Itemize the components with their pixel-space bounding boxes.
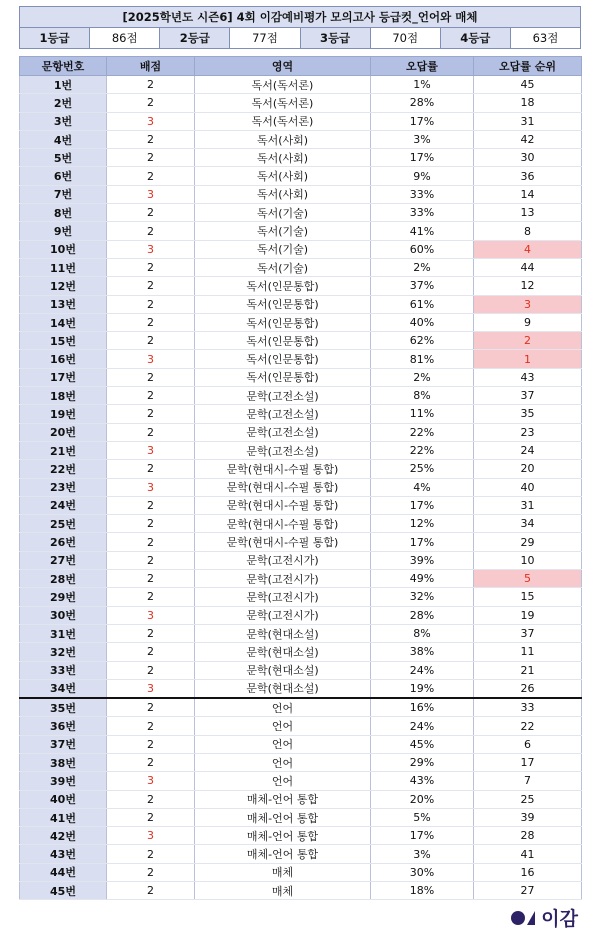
wrong-rate-cell: 5% — [371, 808, 474, 826]
table-row — [20, 368, 582, 386]
table-row — [20, 717, 582, 735]
area-cell: 문학(고전시가) — [195, 606, 371, 624]
table-row — [20, 277, 582, 295]
points-cell: 2 — [107, 405, 195, 423]
question-number: 18번 — [20, 387, 107, 405]
wrong-rate-cell: 62% — [371, 332, 474, 350]
header-question: 문항번호 — [20, 57, 107, 76]
points-cell: 3 — [107, 441, 195, 459]
table-row — [20, 185, 582, 203]
wrong-rate-cell: 41% — [371, 222, 474, 240]
area-cell: 독서(인문통합) — [195, 277, 371, 295]
wrong-rank-cell: 16 — [474, 863, 582, 881]
wrong-rate-cell: 33% — [371, 204, 474, 222]
table-row — [20, 643, 582, 661]
points-cell: 2 — [107, 313, 195, 331]
question-number: 33번 — [20, 661, 107, 679]
points-cell: 2 — [107, 368, 195, 386]
wrong-rank-cell: 8 — [474, 222, 582, 240]
area-cell: 독서(기술) — [195, 240, 371, 258]
wrong-rank-cell: 18 — [474, 94, 582, 112]
wrong-rate-cell: 20% — [371, 790, 474, 808]
wrong-rate-cell: 24% — [371, 661, 474, 679]
points-cell: 2 — [107, 277, 195, 295]
wrong-rate-cell: 8% — [371, 387, 474, 405]
wrong-rank-cell: 31 — [474, 496, 582, 514]
table-row — [20, 94, 582, 112]
points-cell: 2 — [107, 222, 195, 240]
wrong-rank-cell: 35 — [474, 405, 582, 423]
area-cell: 독서(독서론) — [195, 76, 371, 94]
wrong-rank-cell: 30 — [474, 149, 582, 167]
question-number: 38번 — [20, 753, 107, 771]
question-number: 28번 — [20, 570, 107, 588]
area-cell: 문학(고전시가) — [195, 588, 371, 606]
table-row — [20, 222, 582, 240]
area-cell: 문학(현대시-수필 통합) — [195, 533, 371, 551]
points-cell: 2 — [107, 130, 195, 148]
points-cell: 2 — [107, 551, 195, 569]
logo-text: 이감 — [541, 908, 578, 930]
points-cell: 2 — [107, 735, 195, 753]
question-number: 42번 — [20, 827, 107, 845]
table-row — [20, 808, 582, 826]
question-number: 20번 — [20, 423, 107, 441]
question-number: 4번 — [20, 130, 107, 148]
points-cell: 2 — [107, 863, 195, 881]
points-cell: 3 — [107, 350, 195, 368]
question-number: 19번 — [20, 405, 107, 423]
wrong-rank-cell: 13 — [474, 204, 582, 222]
area-cell: 언어 — [195, 698, 371, 717]
wrong-answer-table — [19, 56, 582, 900]
question-number: 39번 — [20, 772, 107, 790]
table-row — [20, 661, 582, 679]
area-cell: 문학(고전소설) — [195, 423, 371, 441]
points-cell: 2 — [107, 295, 195, 313]
wrong-rank-cell: 43 — [474, 368, 582, 386]
question-number: 29번 — [20, 588, 107, 606]
table-row — [20, 863, 582, 881]
wrong-rate-cell: 22% — [371, 423, 474, 441]
question-number: 24번 — [20, 496, 107, 514]
question-number: 43번 — [20, 845, 107, 863]
area-cell: 문학(고전소설) — [195, 441, 371, 459]
grade-label: 1등급 — [20, 28, 89, 48]
area-cell: 문학(고전소설) — [195, 387, 371, 405]
question-number: 1번 — [20, 76, 107, 94]
table-row — [20, 112, 582, 130]
wrong-rate-cell: 17% — [371, 496, 474, 514]
wrong-rate-cell: 45% — [371, 735, 474, 753]
points-cell: 2 — [107, 387, 195, 405]
grade-label: 4등급 — [440, 28, 510, 48]
points-cell: 2 — [107, 717, 195, 735]
wrong-rank-cell: 23 — [474, 423, 582, 441]
header-area: 영역 — [195, 57, 371, 76]
wrong-rate-cell: 81% — [371, 350, 474, 368]
table-row — [20, 204, 582, 222]
grade-label: 2등급 — [159, 28, 229, 48]
wrong-rank-cell: 41 — [474, 845, 582, 863]
points-cell: 2 — [107, 149, 195, 167]
area-cell: 독서(인문통합) — [195, 313, 371, 331]
wrong-rank-cell: 5 — [474, 570, 582, 588]
header-points: 배점 — [107, 57, 195, 76]
wrong-rank-cell: 37 — [474, 387, 582, 405]
wrong-rank-cell: 2 — [474, 332, 582, 350]
wrong-rank-cell: 44 — [474, 258, 582, 276]
points-cell: 2 — [107, 790, 195, 808]
page-title: [2025학년도 시즌6] 4회 이감예비평가 모의고사 등급컷_언어와 매체 — [19, 6, 581, 27]
question-number: 17번 — [20, 368, 107, 386]
question-number: 26번 — [20, 533, 107, 551]
wrong-rank-cell: 19 — [474, 606, 582, 624]
wrong-rank-cell: 33 — [474, 698, 582, 717]
points-cell: 3 — [107, 240, 195, 258]
wrong-rate-cell: 22% — [371, 441, 474, 459]
grade-cutoffs — [19, 27, 581, 49]
question-number: 45번 — [20, 882, 107, 900]
table-row — [20, 533, 582, 551]
question-number: 13번 — [20, 295, 107, 313]
question-number: 27번 — [20, 551, 107, 569]
points-cell: 2 — [107, 332, 195, 350]
table-row — [20, 772, 582, 790]
wrong-rate-cell: 3% — [371, 845, 474, 863]
question-number: 40번 — [20, 790, 107, 808]
area-cell: 독서(기술) — [195, 204, 371, 222]
igam-logo-icon — [511, 911, 525, 925]
question-number: 21번 — [20, 441, 107, 459]
wrong-rate-cell: 17% — [371, 533, 474, 551]
question-number: 32번 — [20, 643, 107, 661]
area-cell: 문학(현대시-수필 통합) — [195, 460, 371, 478]
points-cell: 2 — [107, 845, 195, 863]
points-cell: 3 — [107, 827, 195, 845]
wrong-rate-cell: 19% — [371, 679, 474, 698]
points-cell: 3 — [107, 679, 195, 698]
area-cell: 언어 — [195, 735, 371, 753]
question-number: 34번 — [20, 679, 107, 698]
wrong-rank-cell: 24 — [474, 441, 582, 459]
table-row — [20, 149, 582, 167]
area-cell: 매체 — [195, 882, 371, 900]
area-cell: 매체-언어 통합 — [195, 827, 371, 845]
igam-logo-triangle-icon — [527, 911, 535, 925]
header-wrong-rank: 오답률 순위 — [474, 57, 582, 76]
wrong-rate-cell: 8% — [371, 624, 474, 642]
points-cell: 3 — [107, 478, 195, 496]
wrong-rank-cell: 34 — [474, 515, 582, 533]
question-number: 2번 — [20, 94, 107, 112]
wrong-rate-cell: 28% — [371, 606, 474, 624]
area-cell: 독서(인문통합) — [195, 350, 371, 368]
wrong-rate-cell: 43% — [371, 772, 474, 790]
table-row — [20, 790, 582, 808]
wrong-rank-cell: 45 — [474, 76, 582, 94]
wrong-rank-cell: 14 — [474, 185, 582, 203]
question-number: 36번 — [20, 717, 107, 735]
table-row — [20, 606, 582, 624]
table-row — [20, 679, 582, 698]
grade-score: 86점 — [89, 28, 159, 48]
wrong-rate-cell: 2% — [371, 258, 474, 276]
area-cell: 독서(인문통합) — [195, 332, 371, 350]
table-row — [20, 332, 582, 350]
wrong-rank-cell: 12 — [474, 277, 582, 295]
question-number: 25번 — [20, 515, 107, 533]
wrong-rate-cell: 16% — [371, 698, 474, 717]
table-row — [20, 624, 582, 642]
points-cell: 2 — [107, 204, 195, 222]
question-number: 7번 — [20, 185, 107, 203]
table-row — [20, 827, 582, 845]
question-number: 12번 — [20, 277, 107, 295]
table-row — [20, 753, 582, 771]
wrong-rate-cell: 25% — [371, 460, 474, 478]
grade-score: 77점 — [229, 28, 299, 48]
wrong-rank-cell: 42 — [474, 130, 582, 148]
question-number: 37번 — [20, 735, 107, 753]
wrong-rate-cell: 24% — [371, 717, 474, 735]
wrong-rate-cell: 49% — [371, 570, 474, 588]
wrong-rate-cell: 11% — [371, 405, 474, 423]
points-cell: 2 — [107, 643, 195, 661]
wrong-rank-cell: 27 — [474, 882, 582, 900]
question-number: 3번 — [20, 112, 107, 130]
table-row — [20, 350, 582, 368]
wrong-rate-cell: 30% — [371, 863, 474, 881]
brand-logo — [511, 904, 578, 931]
wrong-rank-cell: 22 — [474, 717, 582, 735]
points-cell: 2 — [107, 753, 195, 771]
question-number: 35번 — [20, 698, 107, 717]
wrong-rank-cell: 20 — [474, 460, 582, 478]
points-cell: 3 — [107, 606, 195, 624]
table-header-row — [20, 57, 582, 76]
table-row — [20, 735, 582, 753]
area-cell: 문학(현대소설) — [195, 661, 371, 679]
area-cell: 언어 — [195, 717, 371, 735]
question-number: 16번 — [20, 350, 107, 368]
table-row — [20, 845, 582, 863]
area-cell: 문학(현대시-수필 통합) — [195, 515, 371, 533]
header-wrong-rate: 오답률 — [371, 57, 474, 76]
table-row — [20, 515, 582, 533]
area-cell: 문학(현대소설) — [195, 679, 371, 698]
document — [19, 6, 581, 900]
table-row — [20, 423, 582, 441]
wrong-rank-cell: 9 — [474, 313, 582, 331]
points-cell: 3 — [107, 112, 195, 130]
wrong-rate-cell: 17% — [371, 827, 474, 845]
wrong-rank-cell: 40 — [474, 478, 582, 496]
question-number: 41번 — [20, 808, 107, 826]
area-cell: 독서(독서론) — [195, 112, 371, 130]
points-cell: 2 — [107, 76, 195, 94]
points-cell: 2 — [107, 808, 195, 826]
wrong-rate-cell: 38% — [371, 643, 474, 661]
wrong-rate-cell: 37% — [371, 277, 474, 295]
points-cell: 2 — [107, 258, 195, 276]
area-cell: 문학(고전시가) — [195, 570, 371, 588]
wrong-rate-cell: 3% — [371, 130, 474, 148]
area-cell: 독서(기술) — [195, 258, 371, 276]
area-cell: 문학(고전시가) — [195, 551, 371, 569]
question-number: 5번 — [20, 149, 107, 167]
area-cell: 매체-언어 통합 — [195, 790, 371, 808]
area-cell: 독서(사회) — [195, 149, 371, 167]
table-row — [20, 167, 582, 185]
area-cell: 문학(현대소설) — [195, 624, 371, 642]
area-cell: 문학(현대시-수필 통합) — [195, 496, 371, 514]
area-cell: 매체 — [195, 863, 371, 881]
area-cell: 독서(독서론) — [195, 94, 371, 112]
question-number: 6번 — [20, 167, 107, 185]
area-cell: 독서(기술) — [195, 222, 371, 240]
wrong-rank-cell: 3 — [474, 295, 582, 313]
points-cell: 3 — [107, 772, 195, 790]
table-row — [20, 387, 582, 405]
table-row — [20, 478, 582, 496]
grade-score: 63점 — [510, 28, 580, 48]
area-cell: 문학(현대시-수필 통합) — [195, 478, 371, 496]
grade-score: 70점 — [370, 28, 440, 48]
wrong-rank-cell: 21 — [474, 661, 582, 679]
table-row — [20, 496, 582, 514]
area-cell: 독서(사회) — [195, 167, 371, 185]
question-number: 11번 — [20, 258, 107, 276]
points-cell: 2 — [107, 515, 195, 533]
points-cell: 2 — [107, 624, 195, 642]
table-row — [20, 570, 582, 588]
wrong-rate-cell: 33% — [371, 185, 474, 203]
wrong-rank-cell: 26 — [474, 679, 582, 698]
wrong-rank-cell: 25 — [474, 790, 582, 808]
question-number: 22번 — [20, 460, 107, 478]
points-cell: 2 — [107, 698, 195, 717]
points-cell: 2 — [107, 588, 195, 606]
points-cell: 3 — [107, 185, 195, 203]
area-cell: 독서(인문통합) — [195, 295, 371, 313]
wrong-rank-cell: 17 — [474, 753, 582, 771]
wrong-rank-cell: 1 — [474, 350, 582, 368]
wrong-rate-cell: 9% — [371, 167, 474, 185]
wrong-rank-cell: 4 — [474, 240, 582, 258]
question-number: 9번 — [20, 222, 107, 240]
question-number: 15번 — [20, 332, 107, 350]
points-cell: 2 — [107, 882, 195, 900]
table-row — [20, 76, 582, 94]
wrong-rank-cell: 11 — [474, 643, 582, 661]
area-cell: 매체-언어 통합 — [195, 845, 371, 863]
table-row — [20, 258, 582, 276]
table-row — [20, 588, 582, 606]
wrong-rank-cell: 6 — [474, 735, 582, 753]
question-number: 10번 — [20, 240, 107, 258]
area-cell: 매체-언어 통합 — [195, 808, 371, 826]
points-cell: 2 — [107, 167, 195, 185]
question-number: 14번 — [20, 313, 107, 331]
wrong-rank-cell: 31 — [474, 112, 582, 130]
table-body — [20, 76, 582, 900]
area-cell: 독서(사회) — [195, 185, 371, 203]
wrong-rank-cell: 7 — [474, 772, 582, 790]
area-cell: 독서(사회) — [195, 130, 371, 148]
points-cell: 2 — [107, 94, 195, 112]
wrong-rank-cell: 28 — [474, 827, 582, 845]
table-row — [20, 460, 582, 478]
points-cell: 2 — [107, 661, 195, 679]
points-cell: 2 — [107, 570, 195, 588]
table-row — [20, 240, 582, 258]
wrong-rate-cell: 32% — [371, 588, 474, 606]
table-row — [20, 551, 582, 569]
wrong-rate-cell: 61% — [371, 295, 474, 313]
question-number: 44번 — [20, 863, 107, 881]
wrong-rank-cell: 36 — [474, 167, 582, 185]
wrong-rate-cell: 1% — [371, 76, 474, 94]
wrong-rate-cell: 2% — [371, 368, 474, 386]
points-cell: 2 — [107, 496, 195, 514]
wrong-rank-cell: 10 — [474, 551, 582, 569]
table-row — [20, 295, 582, 313]
area-cell: 독서(인문통합) — [195, 368, 371, 386]
wrong-rate-cell: 28% — [371, 94, 474, 112]
wrong-rate-cell: 12% — [371, 515, 474, 533]
table-row — [20, 441, 582, 459]
grade-label: 3등급 — [300, 28, 370, 48]
question-number: 30번 — [20, 606, 107, 624]
table-row — [20, 405, 582, 423]
area-cell: 문학(고전소설) — [195, 405, 371, 423]
table-row — [20, 882, 582, 900]
question-number: 31번 — [20, 624, 107, 642]
wrong-rate-cell: 18% — [371, 882, 474, 900]
area-cell: 문학(현대소설) — [195, 643, 371, 661]
wrong-rate-cell: 29% — [371, 753, 474, 771]
table-row — [20, 698, 582, 717]
points-cell: 2 — [107, 460, 195, 478]
wrong-rate-cell: 40% — [371, 313, 474, 331]
wrong-rank-cell: 29 — [474, 533, 582, 551]
wrong-rate-cell: 60% — [371, 240, 474, 258]
wrong-rank-cell: 39 — [474, 808, 582, 826]
wrong-rate-cell: 17% — [371, 149, 474, 167]
wrong-rate-cell: 4% — [371, 478, 474, 496]
question-number: 8번 — [20, 204, 107, 222]
points-cell: 2 — [107, 423, 195, 441]
table-row — [20, 130, 582, 148]
points-cell: 2 — [107, 533, 195, 551]
wrong-rank-cell: 37 — [474, 624, 582, 642]
wrong-rate-cell: 17% — [371, 112, 474, 130]
table-row — [20, 313, 582, 331]
wrong-rank-cell: 15 — [474, 588, 582, 606]
area-cell: 언어 — [195, 772, 371, 790]
question-number: 23번 — [20, 478, 107, 496]
wrong-rate-cell: 39% — [371, 551, 474, 569]
area-cell: 언어 — [195, 753, 371, 771]
